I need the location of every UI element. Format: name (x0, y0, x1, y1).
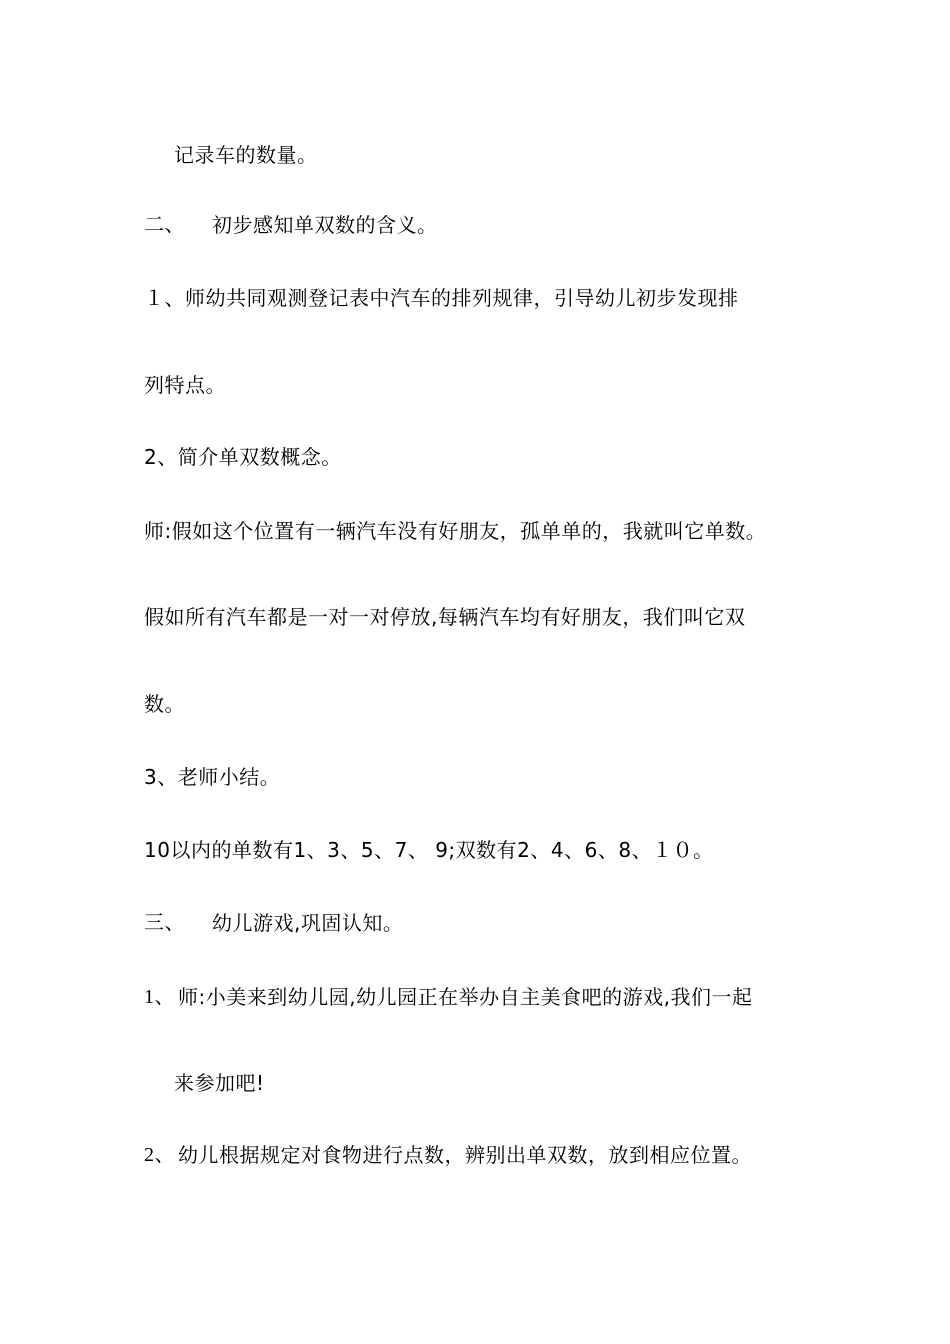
section-number-two: 二、 (144, 214, 185, 236)
text-line-item-1-continued: 列特点。 (144, 373, 226, 397)
text-line-record-cars: 记录车的数量。 (174, 143, 318, 167)
text-line-item-1: １、师幼共同观测登记表中汽车的排列规律，引导幼儿初步发现排 (144, 286, 739, 310)
section-heading-three: 幼儿游戏,巩固认知。 (212, 911, 404, 935)
text-line-item-2: 2、简介单双数概念。 (144, 445, 342, 469)
section-heading-two: 初步感知单双数的含义。 (212, 213, 438, 237)
text-line-game-rule: 幼儿根据规定对食物进行点数，辨别出单双数，放到相应位置。 (178, 1143, 752, 1167)
text-line-game-intro-continued: 来参加吧! (174, 1071, 265, 1095)
text-line-teacher-single: 师:假如这个位置有一辆汽车没有好朋友，孤单单的，我就叫它单数。 (144, 519, 767, 543)
list-number-1: 1、 (144, 986, 175, 1008)
text-line-teacher-double-continued: 数。 (144, 692, 185, 716)
text-line-game-intro: 师:小美来到幼儿园,幼儿园正在举办自主美食吧的游戏,我们一起 (178, 985, 753, 1009)
text-line-item-3: 3、老师小结。 (144, 765, 281, 789)
list-number-2: 2、 (144, 1144, 175, 1166)
section-number-three: 三、 (144, 912, 185, 934)
text-line-odd-even-list: 10以内的单数有1、3、5、7、 9;双数有2、4、6、8、１０。 (144, 838, 714, 862)
text-line-teacher-double: 假如所有汽车都是一对一对停放,每辆汽车均有好朋友，我们叫它双 (144, 605, 746, 629)
